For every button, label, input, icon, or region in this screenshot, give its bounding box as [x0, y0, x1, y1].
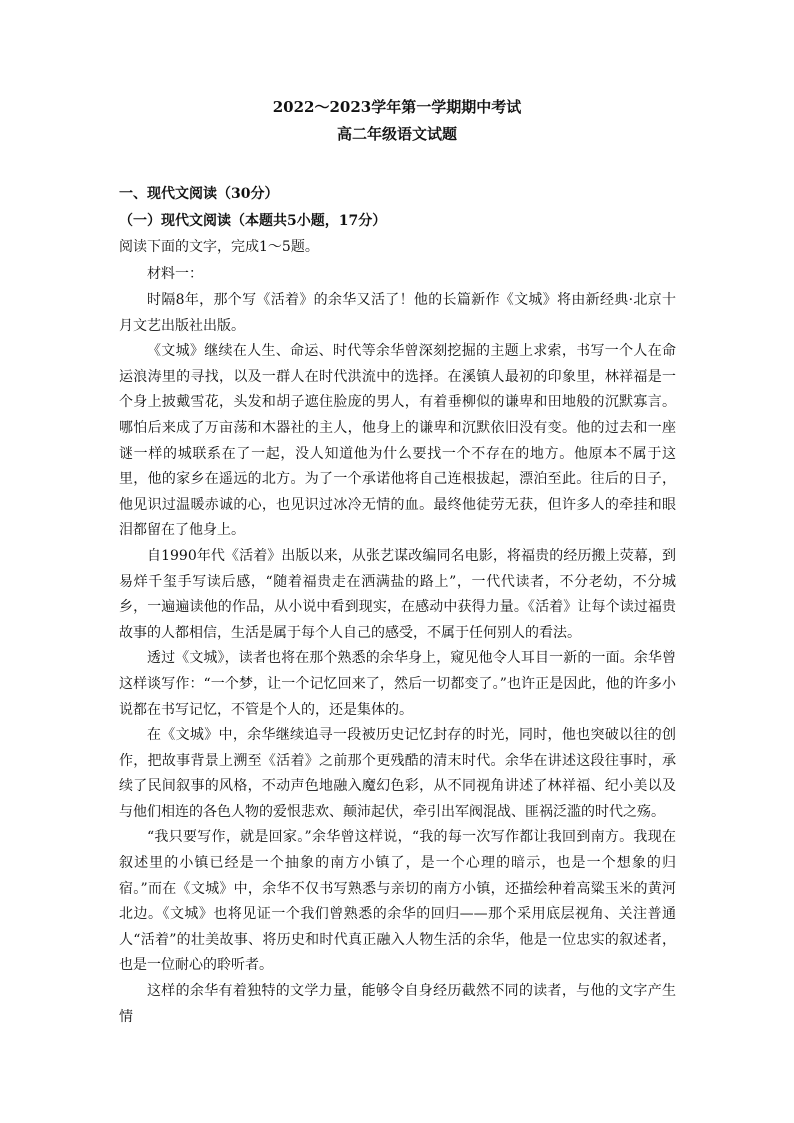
paragraph: 这样的余华有着独特的文学力量，能够令自身经历截然不同的读者，与他的文字产生情	[119, 983, 676, 1025]
material-label: 材料一：	[147, 266, 203, 282]
paragraph: 透过《文城》，读者也将在那个熟悉的余华身上，窥见他令人耳目一新的一面。余华曾这样谈写作：“一个梦，让一个记忆回来了，然后一切都变了。”也许正是因此，他的许多小说都在书写记忆，不管是个人的，还是集体的。	[119, 650, 676, 718]
exam-title: 2022～2023学年第一学期期中考试	[272, 98, 522, 116]
paragraph: 《文城》继续在人生、命运、时代等余华曾深刻挖掘的主题上求索，书写一个人在命运浪涛里的寻找，以及一群人在时代洪流中的选择。在溪镇人最初的印象里，林祥福是一个身上披戴雪花，头发和胡子遮住脸庞的男人，有着垂柳似的谦卑和田地般的沉默寡言。哪怕后来成了万亩荡和木器社的主人，他身上的谦卑和沉默依旧没有变。他的过去和一座谜一样的城联系在了一起，没人知道他为什么要找一个不存在的地方。他原本不属于这里，他的家乡在遥远的北方。为了一个承诺他将自己连根拔起，漂泊至此。往后的日子，他见识过温暖赤诚的心，也见识过冰冷无情的血。最终他徒劳无获，但许多人的牵挂和眼泪都留在了他身上。	[119, 343, 676, 539]
passage	[119, 288, 676, 1030]
instruction: 阅读下面的文字，完成1～5题。	[119, 239, 319, 255]
paragraph: 自1990年代《活着》出版以来，从张艺谋改编同名电影，将福贵的经历搬上荧幕，到易烊千玺手写读后感，“随着福贵走在洒满盐的路上”，一代代读者，不分老幼，不分城乡，一遍遍读他的作品，从小说中看到现实，在感动中获得力量。《活着》让每个读过福贵故事的人都相信，生活是属于每个人自己的感受，不属于任何别人的看法。	[119, 547, 676, 641]
paragraph: “我只要写作，就是回家。”余华曾这样说，“我的每一次写作都让我回到南方。我现在叙述里的小镇已经是一个抽象的南方小镇了，是一个心理的暗示，也是一个想象的归宿。”而在《文城》中，余华不仅书写熟悉与亲切的南方小镇，还描绘种着高粱玉米的黄河北边。《文城》也将见证一个我们曾熟悉的余华的回归——那个采用底层视角、关注普通人“活着”的壮美故事、将历史和时代真正融入人物生活的余华，他是一位忠实的叙述者，也是一位耐心的聆听者。	[119, 829, 676, 974]
section-heading: 一、现代文阅读（30分）	[119, 186, 279, 202]
paragraph: 在《文城》中，余华继续追寻一段被历史记忆封存的时光，同时，他也突破以往的创作，把故事背景上溯至《活着》之前那个更残酷的清末时代。余华在讲述这段往事时，承续了民间叙事的风格，不动声色地融入魔幻色彩，从不同视角讲述了林祥福、纪小美以及与他们相连的各色人物的爱恨悲欢、颠沛起伏，牵引出军阀混战、匪祸泛滥的时代之殇。	[119, 727, 676, 820]
section-subheading: （一）现代文阅读（本题共5小题，17分）	[119, 213, 387, 229]
paragraph: 时隔8年，那个写《活着》的余华又活了！他的长篇新作《文城》将由新经典·北京十月文艺出版社出版。	[119, 292, 676, 334]
paper-title: 高二年级语文试题	[336, 125, 457, 143]
